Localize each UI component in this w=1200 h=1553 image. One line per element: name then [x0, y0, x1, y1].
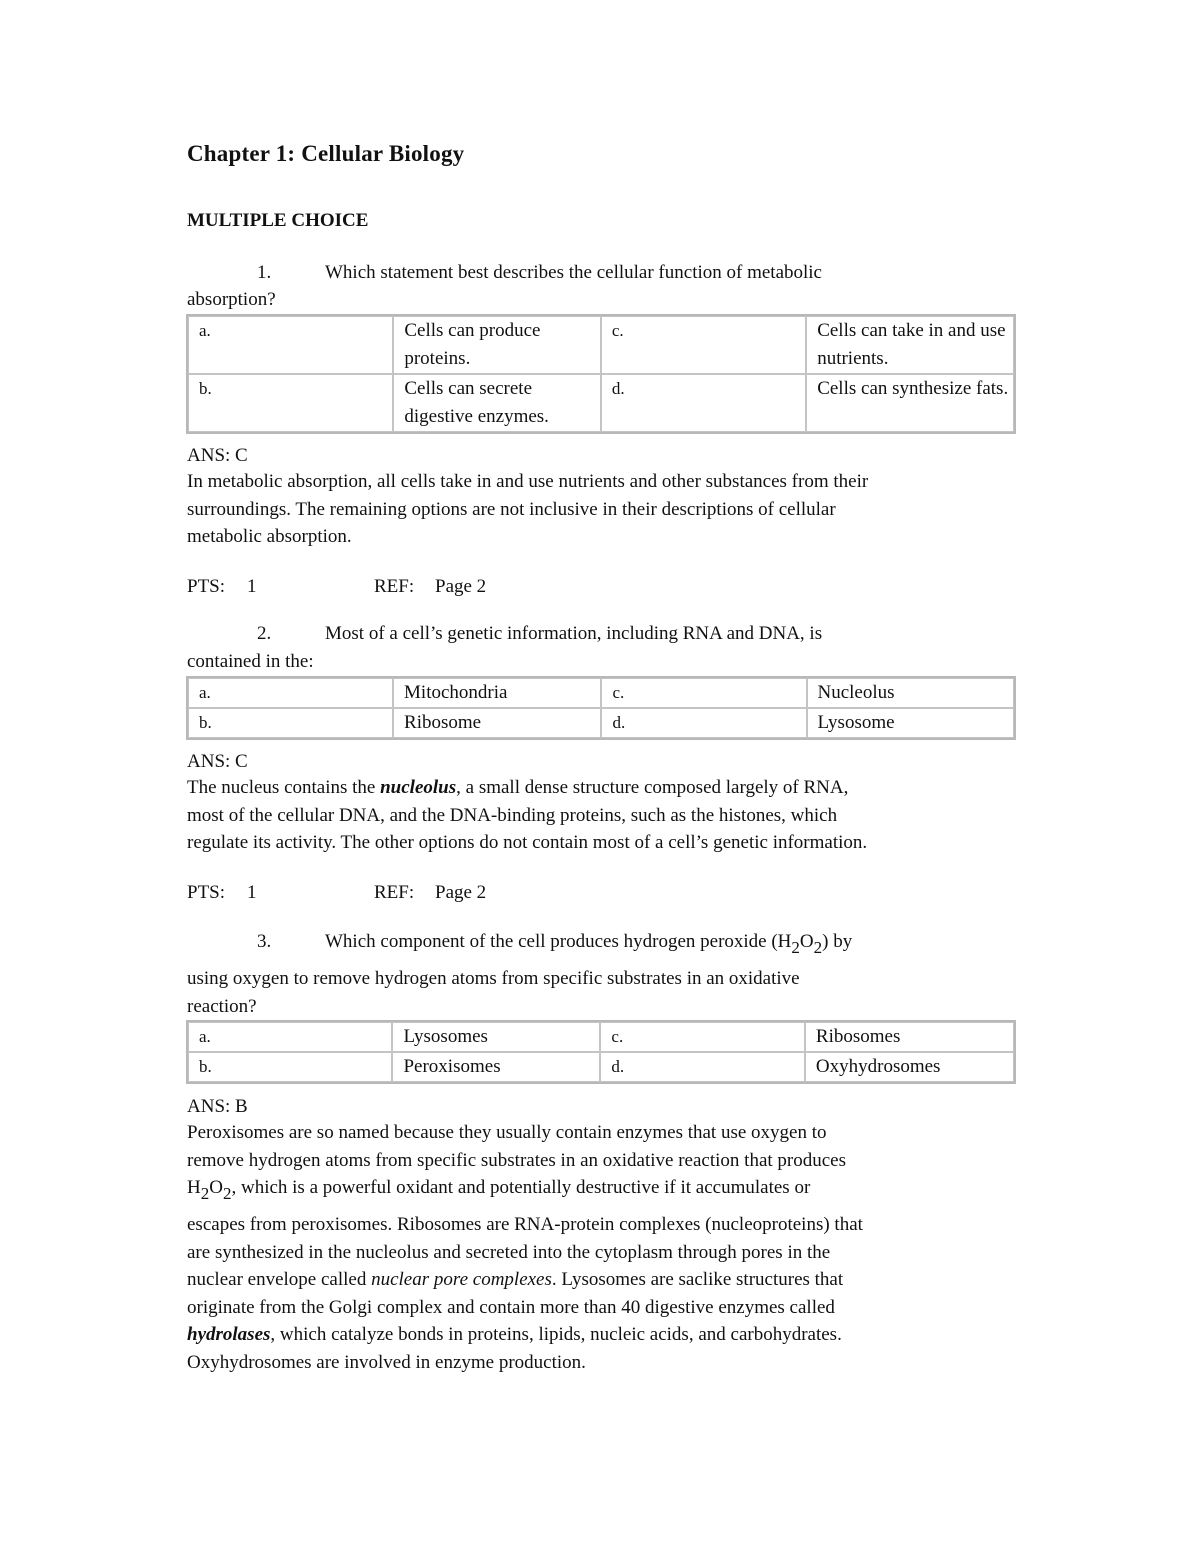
rationale-text: , which catalyze bonds in proteins, lipids, nucleic acids, and carbohydrates. [270, 1324, 842, 1345]
question-3-stem-cont: using oxygen to remove hydrogen atoms from specific substrates in an oxidative [187, 968, 800, 989]
question-2-meta [187, 879, 787, 907]
question-1-stem-cont: absorption? [187, 289, 276, 310]
question-text-part: ) by [822, 931, 853, 952]
choice-a: Cells can produce proteins. [393, 316, 600, 374]
ref-label: REF: [374, 576, 415, 597]
subscript: 2 [791, 938, 800, 957]
choice-d: Lysosome [807, 708, 1015, 738]
rationale-line: are synthesized in the nucleolus and secreted into the cytoplasm through pores in the [187, 1241, 831, 1263]
ref-value: Page 2 [435, 882, 487, 903]
rationale-line: metabolic absorption. [187, 526, 352, 547]
question-text: Which statement best describes the cellular function of metabolic [325, 262, 822, 283]
answer-1: ANS: C [187, 445, 248, 466]
question-1-stem [0, 259, 1200, 287]
rationale-line: In metabolic absorption, all cells take in and use nutrients and other substances from their [187, 471, 869, 492]
rationale-text: , which is a powerful oxidant and potentially destructive if it accumulates or [231, 1177, 811, 1198]
rationale-text: , a small dense structure composed largely of RNA, [456, 777, 849, 798]
section-heading: MULTIPLE CHOICE [187, 210, 369, 231]
choice-letter-b: b. [188, 1052, 392, 1082]
rationale-line: Oxyhydrosomes are involved in enzyme production. [187, 1351, 586, 1373]
pts-label: PTS: [187, 882, 226, 903]
question-text: Most of a cell’s genetic information, including RNA and DNA, is [325, 623, 823, 644]
choice-a: Mitochondria [393, 678, 601, 708]
question-number: 1. [257, 262, 272, 283]
pts-value: 1 [247, 882, 257, 903]
question-3-choices [186, 1020, 1016, 1084]
ref-value: Page 2 [435, 576, 487, 597]
question-1-meta [187, 573, 787, 601]
rationale-line [187, 1321, 1027, 1349]
rationale-3 [187, 1119, 1027, 1376]
question-2-stem [0, 620, 1200, 648]
term-nuclear-pore-complexes: nuclear pore complexes [371, 1269, 552, 1290]
choice-d: Oxyhydrosomes [805, 1052, 1014, 1082]
choice-letter-c: c. [601, 316, 806, 374]
question-text-part: O [799, 931, 814, 952]
question-number: 2. [257, 623, 272, 644]
chapter-title: Chapter 1: Cellular Biology [187, 141, 465, 166]
subscript: 2 [222, 1184, 232, 1203]
question-text [325, 928, 852, 956]
rationale-1 [187, 468, 1027, 551]
choice-c: Ribosomes [805, 1022, 1014, 1052]
choice-letter-b: b. [188, 374, 393, 432]
rationale-line [187, 1266, 1027, 1294]
rationale-text: The nucleus contains the [187, 777, 381, 798]
subscript: 2 [200, 1184, 210, 1203]
rationale-line: surroundings. The remaining options are not inclusive in their descriptions of cellular [187, 498, 836, 520]
rationale-2 [187, 774, 1027, 857]
choice-letter-d: d. [601, 708, 806, 738]
pts-value: 1 [247, 576, 257, 597]
pts-label: PTS: [187, 576, 226, 597]
question-text-part: Which component of the cell produces hydrogen peroxide (H [325, 931, 792, 952]
subscript: 2 [813, 938, 823, 957]
choice-letter-c: c. [601, 678, 806, 708]
rationale-line: most of the cellular DNA, and the DNA-binding proteins, such as the histones, which [187, 804, 838, 826]
question-number: 3. [257, 931, 272, 952]
choice-c: Nucleolus [807, 678, 1015, 708]
choice-letter-a: a. [188, 678, 393, 708]
choice-row [188, 316, 1014, 374]
rationale-text: nuclear envelope called [187, 1269, 372, 1290]
choice-row [188, 374, 1014, 432]
choice-letter-d: d. [601, 374, 806, 432]
rationale-text: H [187, 1177, 201, 1198]
question-3-stem-cont: reaction? [187, 996, 257, 1017]
question-2-stem-cont: contained in the: [187, 651, 314, 672]
rationale-line: Peroxisomes are so named because they usually contain enzymes that use oxygen to [187, 1122, 827, 1143]
choice-a: Lysosomes [392, 1022, 600, 1052]
choice-letter-c: c. [600, 1022, 804, 1052]
ref-label: REF: [374, 882, 415, 903]
question-3-stem [0, 928, 1200, 962]
question-1-choices [186, 314, 1016, 434]
choice-b: Cells can secrete digestive enzymes. [393, 374, 600, 432]
answer-2: ANS: C [187, 751, 248, 772]
choice-row [188, 1022, 1014, 1052]
choice-row [188, 708, 1014, 738]
choice-letter-b: b. [188, 708, 393, 738]
choice-letter-a: a. [188, 1022, 392, 1052]
choice-c: Cells can take in and use nutrients. [806, 316, 1014, 374]
choice-row [188, 678, 1014, 708]
answer-3: ANS: B [187, 1096, 248, 1117]
term-nucleolus: nucleolus [380, 777, 457, 798]
choice-b: Peroxisomes [392, 1052, 600, 1082]
question-2-choices [186, 676, 1016, 740]
rationale-text: O [209, 1177, 223, 1198]
rationale-line: remove hydrogen atoms from specific substrates in an oxidative reaction that produces [187, 1149, 846, 1171]
rationale-line: regulate its activity. The other options do not contain most of a cell’s genetic information. [187, 832, 868, 853]
choice-letter-d: d. [600, 1052, 804, 1082]
choice-d: Cells can synthesize fats. [806, 374, 1014, 432]
choice-row [188, 1052, 1014, 1082]
rationale-line: originate from the Golgi complex and contain more than 40 digestive enzymes called [187, 1296, 835, 1318]
term-hydrolases: hydrolases [187, 1324, 271, 1345]
rationale-text: . Lysosomes are saclike structures that [551, 1269, 844, 1290]
choice-letter-a: a. [188, 316, 393, 374]
rationale-line [187, 774, 1027, 802]
rationale-line [187, 1174, 1027, 1211]
rationale-line: escapes from peroxisomes. Ribosomes are RNA-protein complexes (nucleoproteins) that [187, 1214, 863, 1235]
choice-b: Ribosome [393, 708, 601, 738]
